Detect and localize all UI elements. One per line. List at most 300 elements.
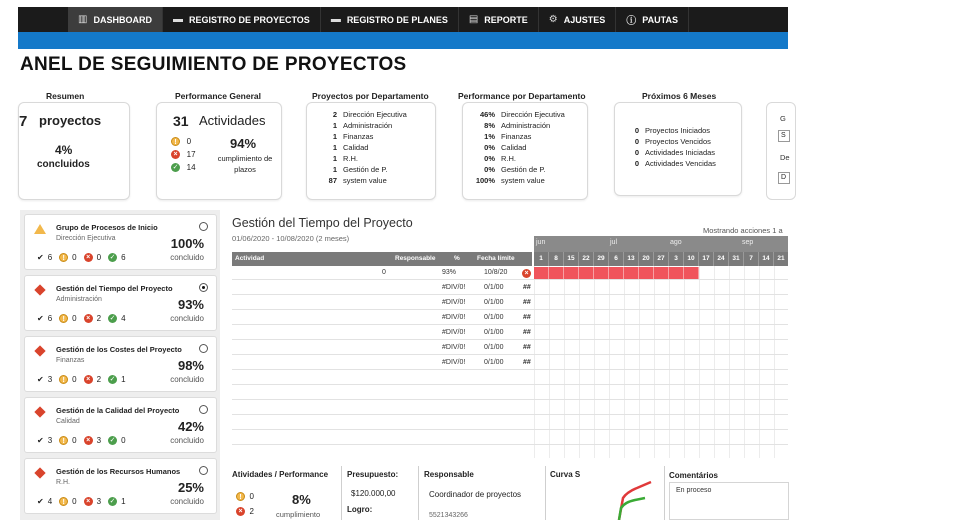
row-pct: #DIV/0! bbox=[442, 344, 466, 351]
month-label: sep bbox=[742, 239, 754, 246]
row-fecha: 0/1/00 bbox=[484, 329, 504, 336]
department-name: Finanzas bbox=[501, 132, 532, 141]
proximos-list bbox=[615, 125, 716, 169]
project-pct-label: concluido bbox=[170, 497, 204, 506]
department-value: 8% bbox=[484, 121, 495, 130]
performance-departamento-card bbox=[462, 102, 588, 200]
day-header: 15 bbox=[564, 252, 579, 266]
folder-icon: ▬ bbox=[172, 14, 183, 25]
project-done-count: 4 bbox=[47, 497, 53, 506]
gantt-empty-row bbox=[232, 371, 788, 385]
project-red-count: 3 bbox=[96, 436, 102, 445]
row-fecha: 0/1/00 bbox=[484, 314, 504, 321]
resumen-count-label: proyectos bbox=[39, 113, 102, 128]
project-red-count: 2 bbox=[96, 314, 102, 323]
filter-select-2[interactable]: D bbox=[778, 172, 790, 184]
bar-cell bbox=[549, 267, 564, 279]
row-pct: 93% bbox=[442, 269, 457, 276]
project-stats bbox=[37, 375, 129, 384]
gantt-dates: 01/06/2020 - 10/08/2020 (2 meses) bbox=[232, 234, 350, 243]
divider bbox=[545, 466, 546, 520]
resumen-count: 7 bbox=[19, 113, 28, 130]
top-navigation bbox=[18, 7, 788, 32]
project-stats bbox=[37, 497, 129, 506]
compliance-label-line1: cumplimiento de bbox=[217, 154, 273, 163]
day-header: 6 bbox=[609, 252, 624, 266]
error-icon: × bbox=[84, 253, 93, 262]
resumen-label: Resumen bbox=[46, 91, 85, 101]
error-icon: × bbox=[84, 436, 93, 445]
resumen-card bbox=[18, 102, 130, 200]
project-yellow-count: 0 bbox=[72, 436, 77, 445]
department-row bbox=[465, 153, 565, 164]
gantt-header bbox=[232, 252, 532, 266]
department-value: 0 bbox=[634, 159, 639, 168]
department-row bbox=[615, 136, 716, 147]
nav-item-label: DASHBOARD bbox=[93, 14, 152, 25]
department-row bbox=[465, 109, 565, 120]
gantt-empty-row bbox=[232, 416, 788, 430]
day-header: 29 bbox=[594, 252, 609, 266]
warning-icon: ! bbox=[236, 492, 245, 501]
day-header: 3 bbox=[669, 252, 684, 266]
department-row bbox=[465, 120, 565, 131]
department-value: 1 bbox=[332, 132, 337, 141]
filter-select-1[interactable]: S bbox=[778, 130, 790, 142]
row-flag: ## bbox=[523, 299, 531, 306]
department-value: 2 bbox=[332, 110, 337, 119]
col-pct: % bbox=[454, 255, 460, 262]
bar-cell bbox=[684, 267, 699, 279]
nav-item-label: PAUTAS bbox=[642, 14, 678, 25]
row-pct: #DIV/0! bbox=[442, 359, 466, 366]
row-pct: #DIV/0! bbox=[442, 329, 466, 336]
check-icon: ✓ bbox=[109, 437, 116, 444]
warning-icon: ! bbox=[59, 253, 68, 262]
status-green-row bbox=[171, 161, 196, 174]
department-row bbox=[313, 109, 407, 120]
project-title: Grupo de Procesos de Inicio bbox=[56, 223, 158, 232]
project-yellow-count: 0 bbox=[72, 375, 77, 384]
compliance-label-line2: plazos bbox=[234, 165, 256, 174]
project-pct: 100% bbox=[170, 236, 204, 251]
row-fecha: 0/1/00 bbox=[484, 284, 504, 291]
department-value: 0 bbox=[634, 137, 639, 146]
project-card[interactable] bbox=[24, 336, 217, 392]
nav-item-label: REPORTE bbox=[484, 14, 528, 25]
performance-general-label: Performance General bbox=[175, 91, 261, 101]
done-check-icon: ✔ bbox=[37, 314, 44, 323]
logro-label: Logro: bbox=[347, 505, 373, 514]
bar-cell bbox=[564, 267, 579, 279]
nav-item-pautas[interactable] bbox=[616, 7, 689, 32]
department-name: Dirección Ejecutiva bbox=[343, 110, 407, 119]
gears-icon: ⚙ bbox=[548, 14, 558, 25]
project-pct: 93% bbox=[177, 297, 204, 312]
error-icon: × bbox=[84, 497, 93, 506]
project-card[interactable] bbox=[24, 397, 217, 453]
day-header: 14 bbox=[759, 252, 774, 266]
bottom-red-count: 2 bbox=[249, 507, 254, 516]
marker-shape bbox=[34, 406, 45, 417]
day-header: 1 bbox=[534, 252, 549, 266]
comentario-text: En proceso bbox=[676, 487, 712, 494]
project-red-count: 2 bbox=[96, 375, 102, 384]
performance-departamento-label: Performance por Departamento bbox=[458, 91, 586, 101]
marker-shape bbox=[34, 345, 45, 356]
gantt-row[interactable] bbox=[232, 296, 788, 310]
department-row bbox=[465, 164, 565, 175]
check-icon: ✓ bbox=[109, 254, 116, 261]
gantt-row[interactable] bbox=[232, 341, 788, 355]
activity-status-list bbox=[171, 135, 196, 174]
project-pct: 25% bbox=[177, 480, 204, 495]
department-name: R.H. bbox=[501, 154, 516, 163]
department-value: 1 bbox=[332, 154, 337, 163]
project-done-count: 6 bbox=[47, 253, 53, 262]
bar-cell bbox=[624, 267, 639, 279]
department-row bbox=[465, 142, 565, 153]
gantt-empty-row bbox=[232, 431, 788, 445]
department-row bbox=[313, 175, 407, 186]
row-flag: ## bbox=[523, 284, 531, 291]
day-header: 27 bbox=[654, 252, 669, 266]
row-responsable: 0 bbox=[382, 269, 386, 276]
row-fecha: 0/1/00 bbox=[484, 299, 504, 306]
project-done-count: 6 bbox=[47, 314, 53, 323]
month-label: jun bbox=[536, 239, 546, 246]
done-check-icon: ✔ bbox=[37, 375, 44, 384]
project-green-count: 6 bbox=[121, 253, 126, 262]
activities-label: Actividades bbox=[199, 113, 266, 128]
department-value: 100% bbox=[475, 176, 495, 185]
day-header: 8 bbox=[549, 252, 564, 266]
status-red-row bbox=[171, 148, 196, 161]
nav-spacer bbox=[18, 7, 68, 32]
error-icon: × bbox=[84, 314, 93, 323]
nav-item-label: AJUSTES bbox=[563, 14, 606, 25]
department-name: system value bbox=[343, 176, 387, 185]
project-select-radio[interactable] bbox=[199, 222, 208, 231]
department-name: Calidad bbox=[501, 143, 527, 152]
gantt-row[interactable] bbox=[232, 326, 788, 340]
project-pct: 42% bbox=[177, 419, 204, 434]
project-pct-label: concluido bbox=[170, 253, 204, 262]
department-row bbox=[615, 125, 716, 136]
day-header: 13 bbox=[624, 252, 639, 266]
department-name: Proyectos Vencidos bbox=[645, 137, 711, 146]
gantt-row[interactable] bbox=[232, 311, 788, 325]
project-pct-label: concluido bbox=[170, 375, 204, 384]
bar-cell bbox=[669, 267, 684, 279]
department-value: 0 bbox=[634, 148, 639, 157]
comentarios-box[interactable] bbox=[669, 482, 789, 520]
done-check-icon: ✔ bbox=[37, 436, 44, 445]
project-select-radio[interactable] bbox=[199, 344, 208, 353]
gantt-days-header bbox=[534, 252, 788, 266]
col-actividad: Actividad bbox=[235, 255, 265, 262]
performance-departamento-list bbox=[465, 109, 565, 186]
gantt-empty-row bbox=[232, 446, 788, 458]
presupuesto-value: $120.000,00 bbox=[351, 489, 396, 498]
info-icon: ⓘ bbox=[626, 16, 637, 27]
department-row bbox=[615, 158, 716, 169]
project-red-count: 3 bbox=[96, 497, 102, 506]
nav-item-registro-de-planes[interactable] bbox=[321, 7, 459, 32]
warning-icon: ! bbox=[59, 436, 68, 445]
project-green-count: 4 bbox=[121, 314, 126, 323]
done-check-icon: ✔ bbox=[37, 253, 44, 262]
day-header: 10 bbox=[684, 252, 699, 266]
gantt-title: Gestión del Tiempo del Proyecto bbox=[232, 216, 413, 230]
status-green-count: 14 bbox=[186, 163, 196, 172]
proximos-card bbox=[614, 102, 742, 196]
gantt-row[interactable] bbox=[232, 266, 788, 280]
project-stats bbox=[37, 436, 129, 445]
row-fecha: 0/1/00 bbox=[484, 359, 504, 366]
day-header: 22 bbox=[579, 252, 594, 266]
bar-cell bbox=[579, 267, 594, 279]
responsable-phone: 5521343266 bbox=[429, 512, 468, 519]
gantt-empty-row bbox=[232, 401, 788, 415]
gantt-row[interactable] bbox=[232, 281, 788, 295]
day-header: 21 bbox=[774, 252, 788, 266]
folder-icon: ▬ bbox=[330, 14, 341, 25]
bar-cell bbox=[609, 267, 624, 279]
project-yellow-count: 0 bbox=[72, 253, 77, 262]
col-responsable: Responsable bbox=[395, 255, 436, 262]
day-header: 20 bbox=[639, 252, 654, 266]
bottom-pct-label: cumplimiento bbox=[276, 510, 321, 519]
done-check-icon: ✔ bbox=[37, 497, 44, 506]
nav-item-reporte[interactable] bbox=[459, 7, 539, 32]
bottom-yellow-row bbox=[236, 492, 254, 501]
project-department: Administración bbox=[56, 296, 102, 303]
department-value: 1 bbox=[332, 143, 337, 152]
project-red-count: 0 bbox=[96, 253, 102, 262]
bottom-yellow-count: 0 bbox=[249, 492, 254, 501]
bar-cell bbox=[534, 267, 549, 279]
department-name: Actividades Iniciadas bbox=[645, 148, 716, 157]
department-name: Dirección Ejecutiva bbox=[501, 110, 565, 119]
filter-label-1: G bbox=[780, 114, 786, 123]
project-department: Finanzas bbox=[56, 357, 85, 364]
warning-triangle-icon bbox=[35, 224, 45, 234]
page-title: ANEL DE SEGUIMIENTO DE PROYECTOS bbox=[20, 54, 407, 75]
day-header: 17 bbox=[699, 252, 714, 266]
proyectos-departamento-label: Proyectos por Departamento bbox=[312, 91, 429, 101]
department-value: 1 bbox=[332, 121, 337, 130]
warning-icon: ! bbox=[59, 314, 68, 323]
row-pct: #DIV/0! bbox=[442, 314, 466, 321]
department-value: 0% bbox=[484, 165, 495, 174]
status-red-count: 17 bbox=[186, 150, 196, 159]
compliance-pct: 94% bbox=[230, 136, 257, 151]
department-name: Calidad bbox=[343, 143, 369, 152]
department-name: Gestión de P. bbox=[343, 165, 388, 174]
row-fecha: 0/1/00 bbox=[484, 344, 504, 351]
status-yellow-row bbox=[171, 135, 196, 148]
project-card[interactable] bbox=[24, 275, 217, 331]
day-header: 7 bbox=[744, 252, 759, 266]
comentarios-title: Comentários bbox=[669, 471, 718, 480]
status-diamond-icon bbox=[35, 407, 45, 417]
project-title: Gestión de los Costes del Proyecto bbox=[56, 345, 182, 354]
bar-chart-icon: ▥ bbox=[78, 14, 88, 25]
department-row bbox=[313, 120, 407, 131]
project-yellow-count: 0 bbox=[72, 497, 77, 506]
row-flag: ## bbox=[523, 329, 531, 336]
proyectos-departamento-card bbox=[306, 102, 436, 200]
project-card[interactable] bbox=[24, 214, 217, 270]
row-flag: ## bbox=[523, 344, 531, 351]
nav-item-label: REGISTRO DE PROYECTOS bbox=[188, 14, 310, 25]
department-name: Actividades Vencidas bbox=[645, 159, 716, 168]
project-department: R.H. bbox=[56, 479, 70, 486]
check-icon: ✓ bbox=[109, 376, 116, 383]
project-list bbox=[20, 210, 220, 520]
nav-item-dashboard[interactable] bbox=[68, 7, 163, 32]
project-select-radio[interactable] bbox=[199, 466, 208, 475]
divider bbox=[664, 466, 665, 520]
project-done-count: 3 bbox=[47, 375, 53, 384]
divider bbox=[418, 466, 419, 520]
department-name: Administración bbox=[501, 121, 551, 130]
marker-shape bbox=[34, 284, 45, 295]
department-row bbox=[313, 131, 407, 142]
month-label: jul bbox=[610, 239, 618, 246]
department-row bbox=[615, 147, 716, 158]
project-pct-label: concluido bbox=[170, 314, 204, 323]
proximos-label: Próximos 6 Meses bbox=[642, 91, 717, 101]
row-fecha: 10/8/20 bbox=[484, 269, 508, 276]
row-pct: #DIV/0! bbox=[442, 299, 466, 306]
department-name: Gestión de P. bbox=[501, 165, 546, 174]
department-value: 0% bbox=[484, 154, 495, 163]
department-value: 87 bbox=[328, 176, 337, 185]
row-pct: #DIV/0! bbox=[442, 284, 466, 291]
project-done-count: 3 bbox=[47, 436, 53, 445]
bottom-pct: 8% bbox=[292, 492, 311, 507]
col-fecha: Fecha límite bbox=[477, 255, 515, 262]
gantt-table bbox=[232, 252, 788, 458]
check-icon: ✓ bbox=[109, 498, 116, 505]
presupuesto-label: Presupuesto: bbox=[347, 470, 399, 479]
month-label: ago bbox=[670, 239, 682, 246]
department-name: Finanzas bbox=[343, 132, 374, 141]
project-green-count: 1 bbox=[121, 375, 126, 384]
bottom-red-row bbox=[236, 507, 254, 516]
status-diamond-icon bbox=[35, 285, 45, 295]
warning-icon: ! bbox=[171, 137, 180, 146]
resumen-pct: 4% bbox=[55, 143, 73, 157]
project-green-count: 0 bbox=[121, 436, 126, 445]
project-title: Gestión del Tiempo del Proyecto bbox=[56, 284, 173, 293]
row-flag: ## bbox=[523, 314, 531, 321]
responsable-value: Coordinador de proyectos bbox=[429, 490, 522, 499]
project-card[interactable] bbox=[24, 458, 217, 514]
department-row bbox=[465, 175, 565, 186]
project-select-radio[interactable] bbox=[199, 405, 208, 414]
project-yellow-count: 0 bbox=[72, 314, 77, 323]
status-yellow-count: 0 bbox=[186, 137, 192, 146]
marker-shape bbox=[34, 224, 46, 234]
project-green-count: 1 bbox=[121, 497, 126, 506]
project-pct-label: concluido bbox=[170, 436, 204, 445]
responsable-title: Responsable bbox=[424, 470, 474, 479]
department-name: Administración bbox=[343, 121, 393, 130]
gantt-bar[interactable] bbox=[534, 267, 699, 279]
curva-s-chart bbox=[605, 478, 665, 520]
day-header: 24 bbox=[714, 252, 729, 266]
status-diamond-icon bbox=[35, 346, 45, 356]
filter-label-2: De bbox=[780, 153, 790, 162]
gantt-pagination-text: Mostrando acciones 1 a bbox=[703, 226, 783, 235]
nav-item-ajustes[interactable] bbox=[539, 7, 616, 32]
marker-shape bbox=[34, 467, 45, 478]
department-value: 1% bbox=[484, 132, 495, 141]
error-icon: × bbox=[236, 507, 245, 516]
day-header: 31 bbox=[729, 252, 744, 266]
bar-cell bbox=[654, 267, 669, 279]
activities-performance-title: Atividades / Performance bbox=[232, 470, 329, 479]
department-value: 46% bbox=[479, 110, 495, 119]
department-row bbox=[313, 142, 407, 153]
department-value: 0 bbox=[634, 126, 639, 135]
department-row bbox=[465, 131, 565, 142]
check-icon: ✓ bbox=[172, 164, 179, 172]
curva-s-title: Curva S bbox=[550, 470, 581, 479]
department-row bbox=[313, 153, 407, 164]
gantt-month-header bbox=[534, 236, 788, 252]
warning-icon: ! bbox=[59, 375, 68, 384]
check-icon: ✓ bbox=[109, 315, 116, 322]
resumen-pct-label: concluidos bbox=[37, 159, 90, 170]
bar-cell bbox=[594, 267, 609, 279]
bar-cell bbox=[639, 267, 654, 279]
overdue-icon: × bbox=[522, 269, 531, 278]
compliance-label bbox=[209, 153, 281, 175]
warning-icon: ! bbox=[59, 497, 68, 506]
performance-general-card bbox=[156, 102, 282, 200]
project-title: Gestión de la Calidad del Proyecto bbox=[56, 406, 180, 415]
project-select-radio[interactable] bbox=[199, 283, 208, 292]
project-department: Calidad bbox=[56, 418, 80, 425]
project-pct: 98% bbox=[177, 358, 204, 373]
status-diamond-icon bbox=[35, 468, 45, 478]
department-name: R.H. bbox=[343, 154, 358, 163]
nav-item-registro-de-proyectos[interactable] bbox=[163, 7, 321, 32]
document-icon: ▤ bbox=[468, 14, 479, 25]
project-title: Gestión de los Recursos Humanos bbox=[56, 467, 181, 476]
department-value: 0% bbox=[484, 143, 495, 152]
gantt-row[interactable] bbox=[232, 356, 788, 370]
divider bbox=[341, 466, 342, 520]
project-stats bbox=[37, 253, 129, 262]
nav-item-label: REGISTRO DE PLANES bbox=[346, 14, 448, 25]
proyectos-departamento-list bbox=[313, 109, 407, 186]
department-row bbox=[313, 164, 407, 175]
error-icon: × bbox=[171, 150, 180, 159]
row-flag: ## bbox=[523, 359, 531, 366]
header-accent-bar bbox=[18, 32, 788, 49]
error-icon: × bbox=[84, 375, 93, 384]
gantt-empty-row bbox=[232, 386, 788, 400]
department-value: 1 bbox=[332, 165, 337, 174]
department-name: Proyectos Iniciados bbox=[645, 126, 711, 135]
activities-count: 31 bbox=[173, 113, 189, 129]
department-name: system value bbox=[501, 176, 545, 185]
